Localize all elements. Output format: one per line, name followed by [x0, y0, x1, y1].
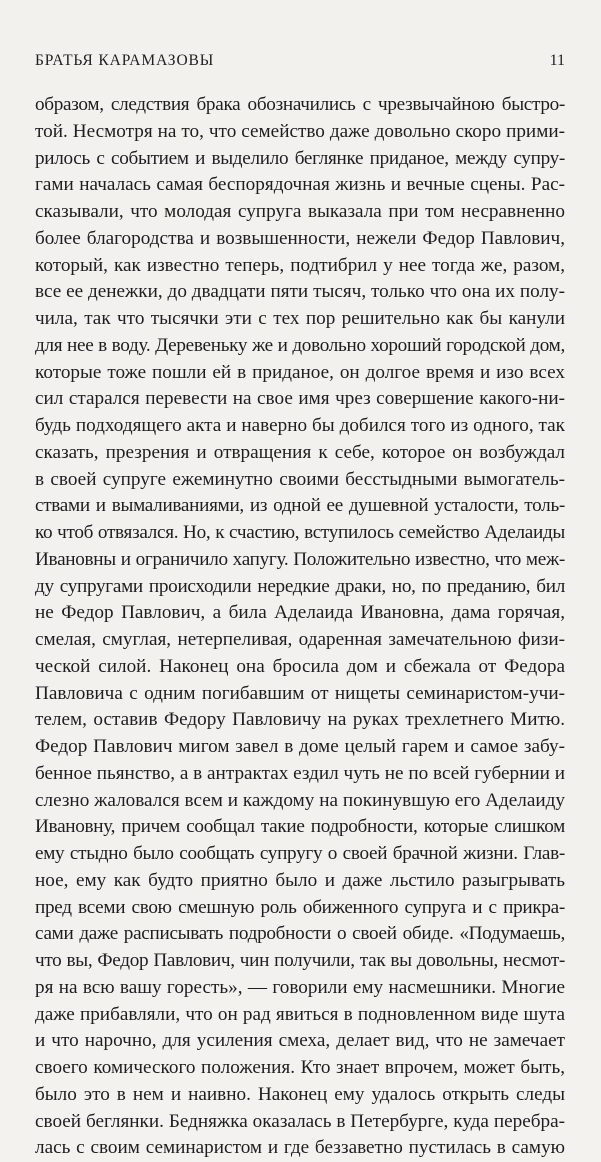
text-line: что вы, Федор Павлович, чин получили, так вы довольны, несмот- [35, 950, 565, 971]
text-line: своего комического положения. Кто знает впрочем, может быть, [35, 1057, 565, 1078]
text-line: который, как известно теперь, подтибрил у нее тогда же, разом, [35, 254, 565, 276]
text-line: ему стыдно было сообщать супругу о своей брачной жизни. Глав- [35, 843, 565, 864]
text-line: ческой силой. Наконец она бросила дом и сбежала от Федора [35, 655, 565, 677]
text-line: сами даже расписывать подробности о своей обиде. «Подумаешь, [35, 923, 565, 945]
text-line: смелая, смуглая, нетерпеливая, одаренная замечательною физи- [35, 629, 565, 650]
text-line: Павловича с одним погибавшим от нищеты семинаристом-учи- [35, 682, 565, 704]
text-line: ря на всю вашу горесть», — говорили ему насмешники. Многие [35, 976, 565, 998]
text-line: Федор Павлович мигом завел в доме целый гарем и самое забу- [35, 736, 565, 757]
text-line: гами началась самая беспорядочная жизнь и вечные сцены. Рас- [35, 174, 565, 196]
text-line: ду супругами происходили нередкие драки, но, по преданию, бил [35, 575, 565, 597]
text-line: Ивановну, причем сообщал такие подробности, которые слишком [35, 816, 565, 838]
text-line: ко чтоб отвязался. Но, к счастию, вступилось семейство Аделаиды [35, 522, 565, 543]
text-line: в своей супруге ежеминутно своими бесстыдными вымогатель- [35, 468, 565, 490]
text-line: даже прибавляли, что он рад явиться в подновленном виде шута [35, 1003, 565, 1025]
text-line: будь подходящего акта и наверно бы добился того из одного, так [35, 415, 565, 436]
text-line: чила, так что тысячки эти с тех пор решительно как бы канули [35, 308, 565, 329]
text-line: рилось с событием и выделило беглянке приданое, между супру- [35, 147, 565, 169]
text-line: сказать, презрения и отвращения к себе, которое он возбуждал [35, 441, 565, 463]
page-number: 11 [549, 52, 565, 69]
text-line: лась с своим семинаристом и где беззаветно пустилась в самую [35, 1137, 565, 1159]
running-title: БРАТЬЯ КАРАМАЗОВЫ [35, 52, 215, 69]
text-line: слезно жаловался всем и каждому на покинувшую его Аделаиду [35, 789, 565, 811]
text-line: ствами и вымаливаниями, из одной ее душевной усталости, толь- [35, 495, 565, 517]
text-line: пред всеми свою смешную роль обиженного супруга и с прикра- [35, 896, 565, 918]
text-line: Ивановны и ограничило хапугу. Положительно известно, что меж- [35, 548, 565, 570]
text-line: сил старался перевести на свое имя чрез совершение какого-ни- [35, 388, 565, 410]
text-line: не Федор Павлович, а била Аделаида Ивановна, дама горячая, [35, 602, 565, 624]
text-line: для нее в воду. Деревеньку же и довольно хороший городской дом, [35, 334, 565, 356]
text-line: все ее денежки, до двадцати пяти тысяч, только что она их полу- [35, 281, 565, 303]
text-line: телем, оставив Федору Павловичу на руках трехлетнего Митю. [35, 709, 565, 731]
text-line: более благородства и возвышенности, нежели Федор Павлович, [35, 227, 565, 249]
text-line: бенное пьянство, а в антрактах ездил чуть не по всей губернии и [35, 762, 565, 784]
body-text [35, 92, 565, 1162]
text-line: той. Несмотря на то, что семейство даже довольно скоро прими- [35, 120, 565, 142]
text-line: образом, следствия брака обозначились с чрезвычайною быстро- [35, 94, 565, 115]
text-line: сказывали, что молодая супруга выказала при том несравненно [35, 201, 565, 222]
text-line: и что нарочно, для усиления смеха, делает вид, что не замечает [35, 1030, 565, 1052]
text-line: ное, ему как будто приятно было и даже льстило разыгрывать [35, 869, 565, 891]
text-line: было это в нем и наивно. Наконец ему удалось открыть следы [35, 1083, 565, 1105]
text-line: своей беглянки. Бедняжка оказалась в Петербурге, куда перебра- [35, 1110, 565, 1132]
text-line: которые тоже пошли ей в приданое, он долгое время и изо всех [35, 361, 565, 383]
